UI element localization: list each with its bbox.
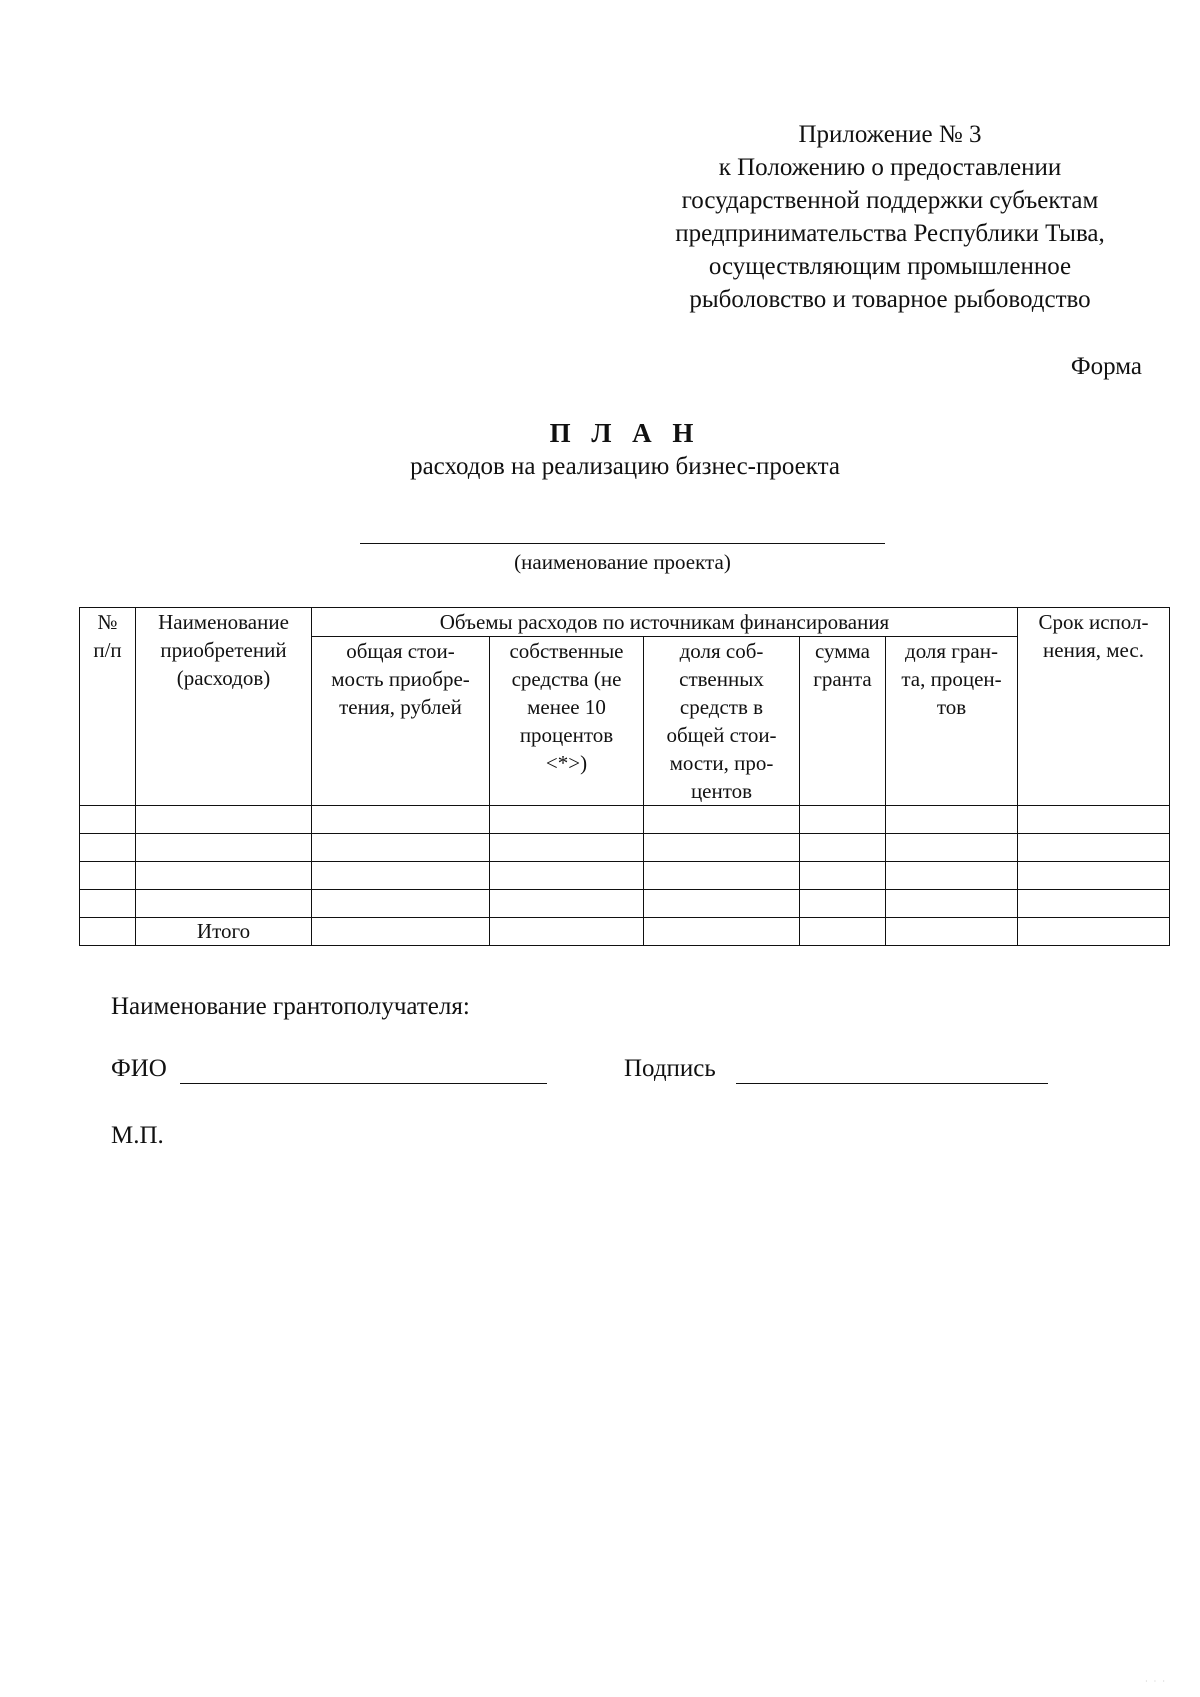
header-funding-group-text: Объемы расходов по источникам финансирования (439, 610, 890, 634)
fio-field[interactable] (180, 1083, 547, 1084)
signature-label: Подпись (624, 1055, 716, 1082)
table-cell[interactable] (80, 862, 136, 890)
form-label: Форма (1070, 353, 1142, 380)
table-cell[interactable] (312, 806, 490, 834)
table-cell[interactable] (800, 834, 886, 862)
table-cell[interactable] (490, 806, 644, 834)
table-row (80, 890, 1170, 918)
annex-header (600, 118, 1180, 316)
table-cell[interactable] (800, 862, 886, 890)
recipient-label: Наименование грантополучателя: (111, 993, 470, 1020)
header-own-funds-text: собственные средства (не менее 10 процентов <*>) (509, 639, 624, 775)
document-subtitle: расходов на реализацию бизнес-проекта (410, 453, 840, 480)
table-cell[interactable] (886, 834, 1018, 862)
table-cell[interactable] (1018, 862, 1170, 890)
annex-line: предпринимательства Республики Тыва, (675, 220, 1105, 247)
table-cell[interactable] (886, 806, 1018, 834)
header-grant-sum-text: сумма гранта (813, 639, 872, 691)
annex-line: осуществляющим промышленное (708, 253, 1072, 280)
header-own-funds (490, 637, 644, 806)
header-total-cost-text: общая стои- мость приобре- тения, рублей (331, 639, 470, 719)
header-grant-share-text: доля гран- та, процен- тов (901, 639, 1002, 719)
expense-plan-table (79, 607, 1170, 946)
table-cell[interactable] (1018, 890, 1170, 918)
total-label-cell (136, 918, 312, 946)
table-cell[interactable] (644, 834, 800, 862)
header-own-share (644, 637, 800, 806)
table-cell[interactable] (1018, 918, 1170, 946)
table-row (80, 806, 1170, 834)
scan-noise: · · · (1145, 1677, 1167, 1686)
table-cell[interactable] (490, 862, 644, 890)
project-name-line[interactable] (360, 543, 885, 544)
table-cell[interactable] (136, 890, 312, 918)
table-cell[interactable] (80, 834, 136, 862)
table-cell[interactable] (80, 806, 136, 834)
document-title: П Л А Н (549, 418, 701, 448)
header-funding-group (312, 608, 1018, 637)
table-cell[interactable] (312, 862, 490, 890)
table-row (80, 862, 1170, 890)
header-grant-share (886, 637, 1018, 806)
table-cell[interactable] (136, 862, 312, 890)
annex-line: Приложение № 3 (798, 121, 982, 148)
table-cell[interactable] (886, 918, 1018, 946)
annex-line: рыболовство и товарное рыбоводство (689, 286, 1091, 313)
table-cell[interactable] (312, 918, 490, 946)
table-cell[interactable] (886, 862, 1018, 890)
header-num (80, 608, 136, 806)
table-cell[interactable] (1018, 806, 1170, 834)
table-cell[interactable] (490, 890, 644, 918)
total-label: Итого (196, 919, 251, 943)
header-name (136, 608, 312, 806)
table-cell[interactable] (644, 806, 800, 834)
table-cell[interactable] (312, 834, 490, 862)
table-cell[interactable] (80, 918, 136, 946)
signature-field[interactable] (736, 1083, 1048, 1084)
header-term-text: Срок испол- нения, мес. (1038, 610, 1149, 662)
annex-line: к Положению о предоставлении (718, 154, 1062, 181)
table-cell[interactable] (644, 918, 800, 946)
header-grant-sum (800, 637, 886, 806)
table-cell[interactable] (490, 834, 644, 862)
table-cell[interactable] (800, 806, 886, 834)
table-cell[interactable] (490, 918, 644, 946)
table-cell[interactable] (800, 890, 886, 918)
header-own-share-text: доля соб- ственных средств в общей стои- мости, про- центов (666, 639, 777, 803)
table-cell[interactable] (644, 862, 800, 890)
fio-label: ФИО (111, 1055, 167, 1082)
header-name-text: Наименование приобретений (расходов) (158, 610, 289, 690)
table-cell[interactable] (312, 890, 490, 918)
table-cell[interactable] (80, 890, 136, 918)
table-cell[interactable] (136, 806, 312, 834)
table-cell[interactable] (644, 890, 800, 918)
annex-line: государственной поддержки субъектам (681, 187, 1099, 214)
table-total-row (80, 918, 1170, 946)
table-cell[interactable] (1018, 834, 1170, 862)
project-name-caption: (наименование проекта) (514, 550, 731, 574)
table-cell[interactable] (136, 834, 312, 862)
header-num-text: № п/п (93, 610, 122, 662)
stamp-label: М.П. (111, 1122, 164, 1149)
table-cell[interactable] (886, 890, 1018, 918)
table-cell[interactable] (800, 918, 886, 946)
header-term (1018, 608, 1170, 806)
table-row (80, 834, 1170, 862)
header-total-cost (312, 637, 490, 806)
